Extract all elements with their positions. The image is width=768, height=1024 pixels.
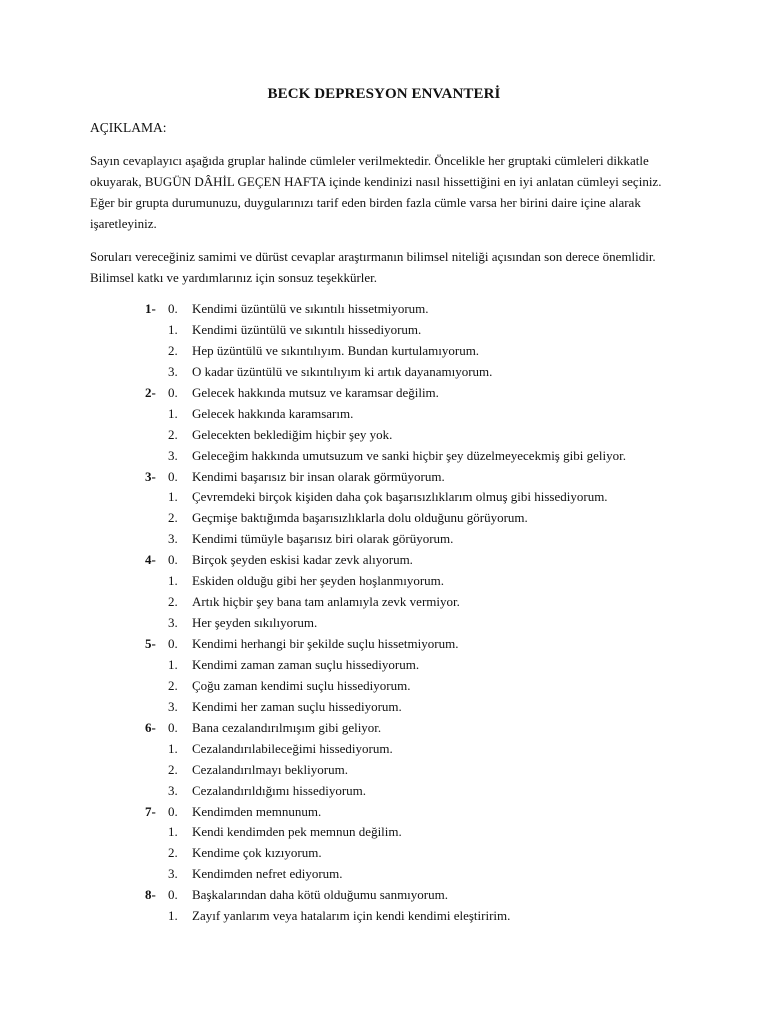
question-option-row[interactable] — [0, 906, 768, 927]
option-text: Cezalandırıldığımı hissediyorum. — [192, 782, 367, 798]
question-option-row[interactable] — [0, 864, 768, 885]
question-option-row[interactable] — [0, 487, 768, 508]
option-number: 0. — [168, 301, 178, 316]
question-option-row[interactable] — [0, 467, 768, 488]
paragraph-line: Sayın cevaplayıcı aşağıda gruplar halinde cümleler verilmektedir. Öncelikle her gruptaki cümleleri dikkatle — [90, 153, 649, 168]
option-text: Kendimden nefret ediyorum. — [192, 866, 343, 882]
paragraph-line: okuyarak, BUGÜN DÂHİL GEÇEN HAFTA içinde kendinizi nasıl hissettiğini en iyi anlatan cümleyi seçiniz. — [90, 174, 662, 189]
option-text: O kadar üzüntülü ve sıkıntılıyım ki artık dayanamıyorum. — [192, 363, 493, 379]
thanks-paragraph — [90, 246, 690, 288]
option-number: 1. — [168, 740, 178, 756]
option-text: Artık hiçbir şey bana tam anlamıyla zevk vermiyor. — [192, 594, 460, 610]
option-number: 1. — [168, 321, 178, 337]
question-option-row[interactable] — [0, 718, 768, 739]
option-text: Kendimi başarısız bir insan olarak görmüyorum. — [192, 468, 445, 484]
option-number: 1. — [168, 489, 178, 505]
paragraph-line: Bilimsel katkı ve yardımlarınız için sonsuz teşekkürler. — [90, 270, 378, 285]
question-option-row[interactable] — [0, 529, 768, 550]
question-number: 5- — [145, 636, 156, 651]
option-text: Gelecekten beklediğim hiçbir şey yok. — [192, 426, 393, 442]
option-number: 0. — [168, 636, 178, 651]
option-number: 0. — [168, 719, 178, 735]
paragraph-line: Soruları vereceğiniz samimi ve dürüst cevaplar araştırmanın bilimsel niteliği açısından son derece önemlidir. — [90, 249, 656, 264]
option-number: 1. — [168, 908, 178, 924]
question-option-row[interactable] — [0, 634, 768, 655]
option-text: Kendimi üzüntülü ve sıkıntılı hissediyorum. — [192, 321, 422, 337]
option-number: 2. — [168, 510, 178, 526]
option-number: 3. — [168, 782, 178, 798]
option-number: 1. — [168, 573, 178, 589]
option-text: Geçmişe baktığımda başarısızlıklarla dolu olduğunu görüyorum. — [192, 510, 528, 526]
option-number: 0. — [168, 803, 178, 819]
option-text: Çoğu zaman kendimi suçlu hissediyorum. — [192, 677, 411, 693]
paragraph-line: Eğer bir grupta durumunuzu, duygularınızı tarif eden birden fazla cümle varsa her birini daire içine alarak — [90, 195, 641, 210]
option-number: 3. — [168, 363, 178, 379]
option-text: Her şeyden sıkılıyorum. — [192, 615, 318, 631]
question-option-row[interactable] — [0, 739, 768, 760]
option-number: 2. — [168, 594, 178, 610]
option-text: Çevremdeki birçok kişiden daha çok başarısızlıklarım olmuş gibi hissediyorum. — [192, 489, 608, 505]
question-number: 6- — [145, 719, 156, 735]
option-text: Cezalandırılabileceğimi hissediyorum. — [192, 740, 393, 756]
option-number: 0. — [168, 468, 178, 484]
question-option-row[interactable] — [0, 843, 768, 864]
option-text: Kendimden memnunum. — [192, 803, 322, 819]
question-option-row[interactable] — [0, 676, 768, 697]
option-number: 1. — [168, 824, 178, 840]
option-text: Geleceğim hakkında umutsuzum ve sanki hiçbir şey düzelmeyecekmiş gibi geliyor. — [192, 447, 626, 463]
option-number: 1. — [168, 656, 178, 672]
option-number: 0. — [168, 887, 178, 903]
option-number: 2. — [168, 677, 178, 693]
option-text: Kendimi üzüntülü ve sıkıntılı hissetmiyorum. — [192, 301, 429, 316]
question-option-row[interactable] — [0, 299, 768, 320]
option-text: Kendimi tümüyle başarısız biri olarak görüyorum. — [192, 531, 454, 547]
question-option-row[interactable] — [0, 383, 768, 404]
question-option-row[interactable] — [0, 760, 768, 781]
option-number: 3. — [168, 447, 178, 463]
question-option-row[interactable] — [0, 885, 768, 906]
option-number: 0. — [168, 384, 178, 400]
option-number: 0. — [168, 552, 178, 568]
option-text: Bana cezalandırılmışım gibi geliyor. — [192, 719, 382, 735]
option-number: 3. — [168, 615, 178, 631]
question-option-row[interactable] — [0, 802, 768, 823]
option-text: Kendimi herhangi bir şekilde suçlu hissetmiyorum. — [192, 636, 459, 651]
option-number: 1. — [168, 405, 178, 421]
option-text: Hep üzüntülü ve sıkıntılıyım. Bundan kurtulamıyorum. — [192, 342, 480, 358]
question-option-row[interactable] — [0, 362, 768, 383]
question-list — [0, 299, 768, 927]
question-option-row[interactable] — [0, 697, 768, 718]
question-option-row[interactable] — [0, 508, 768, 529]
option-text: Zayıf yanlarım veya hatalarım için kendi kendimi eleştiririm. — [192, 908, 511, 924]
option-text: Başkalarından daha kötü olduğumu sanmıyorum. — [192, 887, 448, 903]
question-option-row[interactable] — [0, 592, 768, 613]
question-option-row[interactable] — [0, 320, 768, 341]
option-text: Eskiden olduğu gibi her şeyden hoşlanmıyorum. — [192, 573, 445, 589]
section-label: AÇIKLAMA: — [90, 120, 167, 135]
question-option-row[interactable] — [0, 781, 768, 802]
option-text: Kendimi zaman zaman suçlu hissediyorum. — [192, 656, 420, 672]
option-text: Kendi kendimden pek memnun değilim. — [192, 824, 402, 840]
question-option-row[interactable] — [0, 655, 768, 676]
instructions-paragraph — [90, 150, 690, 234]
option-number: 2. — [168, 845, 178, 861]
option-number: 3. — [168, 698, 178, 714]
question-option-row[interactable] — [0, 571, 768, 592]
question-option-row[interactable] — [0, 341, 768, 362]
question-number: 1- — [145, 301, 156, 316]
question-option-row[interactable] — [0, 425, 768, 446]
question-number: 2- — [145, 384, 156, 400]
option-text: Cezalandırılmayı bekliyorum. — [192, 761, 348, 777]
option-text: Gelecek hakkında karamsarım. — [192, 405, 354, 421]
option-number: 2. — [168, 426, 178, 442]
option-text: Kendimi her zaman suçlu hissediyorum. — [192, 698, 402, 714]
paragraph-line: işaretleyiniz. — [90, 216, 157, 231]
option-text: Birçok şeyden eskisi kadar zevk alıyorum. — [192, 552, 413, 568]
question-option-row[interactable] — [0, 822, 768, 843]
option-text: Gelecek hakkında mutsuz ve karamsar değilim. — [192, 384, 439, 400]
document-title: BECK DEPRESYON ENVANTERİ — [267, 86, 501, 102]
question-number: 8- — [145, 887, 156, 903]
question-number: 4- — [145, 552, 156, 568]
option-number: 3. — [168, 531, 178, 547]
option-number: 3. — [168, 866, 178, 882]
question-number: 3- — [145, 468, 156, 484]
option-text: Kendime çok kızıyorum. — [192, 845, 322, 861]
question-number: 7- — [145, 803, 156, 819]
question-option-row[interactable] — [0, 613, 768, 634]
option-number: 2. — [168, 761, 178, 777]
option-number: 2. — [168, 342, 178, 358]
question-option-row[interactable] — [0, 550, 768, 571]
question-option-row[interactable] — [0, 446, 768, 467]
question-option-row[interactable] — [0, 404, 768, 425]
